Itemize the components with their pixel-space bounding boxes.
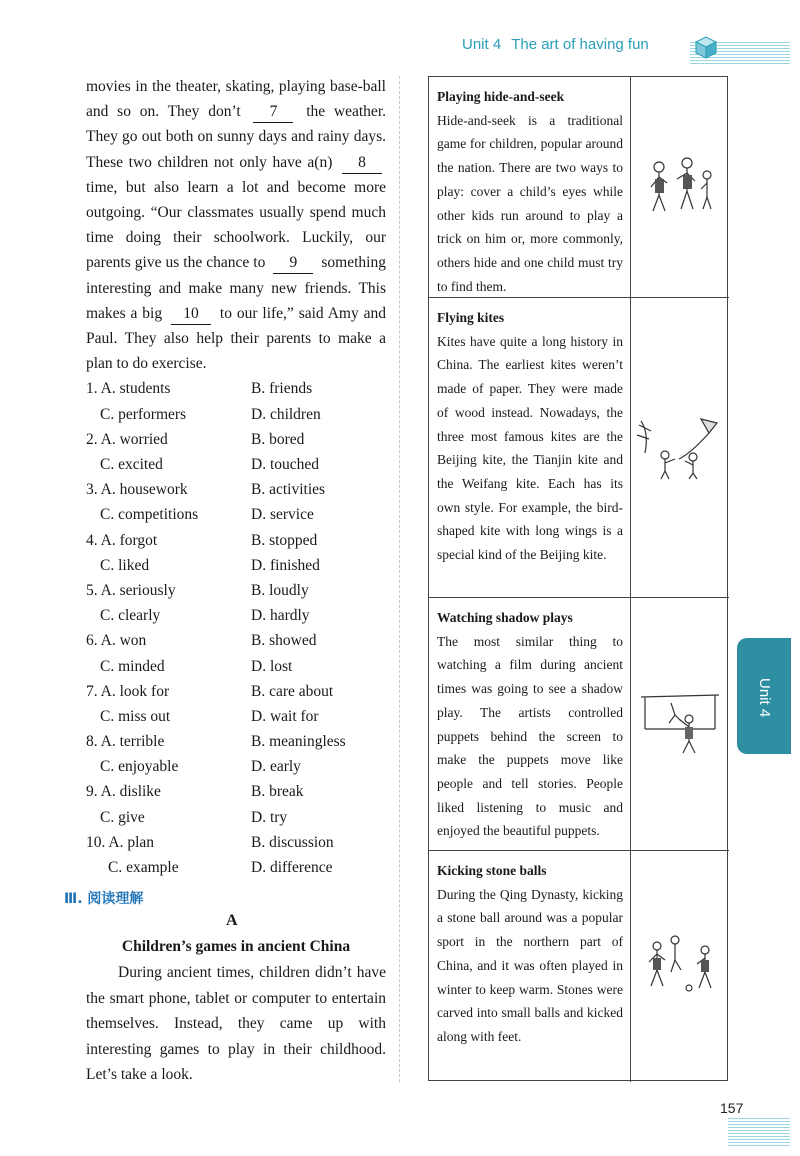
game-text bbox=[437, 85, 623, 298]
blank-9: 9 bbox=[273, 253, 313, 274]
option-c: C. performers bbox=[100, 405, 187, 423]
option-b: B. meaningless bbox=[251, 733, 346, 751]
option-row bbox=[86, 578, 386, 603]
option-row bbox=[86, 553, 386, 578]
option-row bbox=[86, 477, 386, 502]
header-unit: Unit 4 bbox=[462, 36, 502, 53]
question-number: 9. bbox=[86, 783, 98, 801]
option-a: A. students bbox=[100, 380, 171, 398]
option-a: A. plan bbox=[108, 833, 155, 851]
game-illustration bbox=[630, 851, 730, 1082]
option-b: B. showed bbox=[251, 632, 317, 650]
option-d: D. difference bbox=[251, 859, 333, 876]
option-c: C. excited bbox=[100, 456, 163, 473]
option-d: D. touched bbox=[251, 456, 320, 473]
option-row bbox=[86, 628, 386, 653]
option-b: B. bored bbox=[251, 430, 305, 448]
passage-title: Children’s games in ancient China bbox=[121, 938, 351, 955]
footer-decoration-lines bbox=[728, 1118, 790, 1148]
game-cell-stone-balls bbox=[429, 851, 729, 1082]
blank-8: 8 bbox=[342, 153, 382, 174]
question-number: 6. bbox=[86, 632, 98, 650]
option-row bbox=[86, 830, 386, 855]
option-c: C. liked bbox=[100, 556, 150, 574]
option-row bbox=[86, 754, 386, 779]
game-description: Hide-and-seek is a traditional game for children, popular around the nation. There are two ways to play: cover a child’s eyes while other kids run around to play a trick on him or, more commonly, others hide and one child must try to find them. bbox=[437, 112, 623, 294]
question-number: 3. bbox=[86, 481, 98, 499]
option-row bbox=[86, 654, 386, 679]
option-row bbox=[86, 679, 386, 704]
option-row bbox=[86, 855, 386, 880]
option-c: C. clearly bbox=[100, 607, 161, 625]
option-c: C. example bbox=[108, 859, 179, 876]
game-cell-flying-kites bbox=[429, 298, 729, 598]
game-description: During the Qing Dynasty, kicking a stone ball around was a popular sport in the northern part of China, and it was often played in winter to keep warm. Stones were carved into small balls and kicked along with feet. bbox=[437, 886, 623, 1044]
option-row bbox=[86, 502, 386, 527]
question-number: 2. bbox=[86, 430, 98, 448]
header-title: The art of having fun bbox=[511, 36, 649, 53]
option-b: B. care about bbox=[251, 682, 334, 700]
option-d: D. children bbox=[251, 405, 321, 423]
option-d: D. try bbox=[251, 808, 288, 826]
option-a: A. look for bbox=[100, 682, 170, 700]
option-d: D. hardly bbox=[251, 607, 310, 625]
option-row bbox=[86, 805, 386, 830]
option-a: A. dislike bbox=[100, 783, 161, 801]
option-c: C. competitions bbox=[100, 506, 199, 524]
question-number: 5. bbox=[86, 581, 98, 599]
option-c: C. give bbox=[100, 808, 145, 826]
game-illustration bbox=[630, 77, 730, 297]
option-row bbox=[86, 704, 386, 729]
question-number: 4. bbox=[86, 531, 98, 549]
option-row bbox=[86, 427, 386, 452]
shadow-play-illustration-icon bbox=[631, 689, 730, 759]
paragraph-text: movies in the theater, skating, playing base-ball and so on. They don’t bbox=[86, 78, 386, 121]
blank-7: 7 bbox=[253, 102, 293, 123]
option-row bbox=[86, 603, 386, 628]
game-illustration bbox=[630, 598, 730, 850]
question-number: 7. bbox=[86, 682, 98, 700]
game-title: Flying kites bbox=[437, 310, 505, 325]
option-row bbox=[86, 528, 386, 553]
paragraph-text: something interesting and make many new friends. This makes a big bbox=[86, 254, 386, 322]
passage-body: During ancient times, children didn’t have the smart phone, tablet or computer to entertain themselves. Instead, they came up with interesting games to play in their childhood. Let’s take a look. bbox=[86, 964, 386, 1083]
cloze-paragraph bbox=[86, 74, 386, 376]
book-cube-icon bbox=[692, 32, 720, 60]
option-row bbox=[86, 402, 386, 427]
option-row bbox=[86, 779, 386, 804]
game-title: Watching shadow plays bbox=[437, 610, 573, 625]
blank-10: 10 bbox=[171, 304, 211, 325]
option-d: D. early bbox=[251, 758, 301, 776]
option-d: D. lost bbox=[251, 657, 293, 675]
paragraph-text: time, but also learn a lot and become more outgoing. “Our classmates usually spend much time doing their schoolwork. Luckily, our parents give us the chance to bbox=[86, 178, 386, 272]
game-description: The most similar thing to watching a film during ancient times was going to see a shadow play. The artists controlled puppets behind the screen to make the puppets move like people and tell stories. People liked listening to music and enjoyed the beautiful puppets. bbox=[437, 633, 623, 839]
game-cell-hide-and-seek bbox=[429, 77, 729, 298]
question-number: 1. bbox=[86, 380, 98, 398]
game-title: Kicking stone balls bbox=[437, 863, 547, 878]
option-b: B. break bbox=[251, 783, 304, 801]
unit-side-tab-label: Unit 4 bbox=[756, 678, 773, 718]
game-title: Playing hide-and-seek bbox=[437, 89, 565, 104]
paragraph-text: to our life,” said Amy and Paul. They also help their parents to make a plan to do exercise. bbox=[86, 304, 386, 373]
hide-and-seek-illustration-icon bbox=[631, 147, 730, 227]
option-b: B. activities bbox=[251, 481, 326, 499]
paragraph-text: the weather. They go out both on sunny days and rainy days. These two children not only have a(n) bbox=[86, 103, 386, 171]
option-b: B. stopped bbox=[251, 531, 318, 549]
game-illustration bbox=[630, 298, 730, 597]
option-d: D. finished bbox=[251, 556, 320, 574]
game-text bbox=[437, 306, 623, 567]
left-column bbox=[86, 74, 386, 880]
game-description: Kites have quite a long history in China. The earliest kites weren’t made of paper. They were made of wood instead. Nowadays, the three most famous kites are the Beijing kite, the Tianjin kite and the Weifang kite. Each has its own style. For example, the bird-shaped kite with long wings is a special kind of the Beijing kite. bbox=[437, 333, 623, 563]
question-number: 10. bbox=[86, 833, 106, 851]
option-b: B. discussion bbox=[251, 833, 334, 851]
option-c: C. enjoyable bbox=[100, 758, 179, 776]
running-header bbox=[462, 36, 649, 53]
game-cell-shadow-plays bbox=[429, 598, 729, 851]
page-number: 157 bbox=[720, 1100, 744, 1116]
option-a: A. won bbox=[100, 632, 147, 650]
question-number: 8. bbox=[86, 733, 98, 751]
option-c: C. minded bbox=[100, 657, 165, 675]
games-table bbox=[428, 76, 728, 1081]
option-a: A. worried bbox=[100, 430, 168, 448]
option-a: A. housework bbox=[100, 481, 188, 499]
option-d: D. wait for bbox=[251, 707, 319, 725]
option-row bbox=[86, 376, 386, 401]
passage-letter: A bbox=[226, 912, 238, 929]
column-divider bbox=[399, 76, 400, 1082]
option-a: A. seriously bbox=[100, 581, 176, 599]
unit-side-tab bbox=[737, 638, 791, 754]
option-b: B. loudly bbox=[251, 581, 309, 599]
option-c: C. miss out bbox=[100, 707, 171, 725]
option-b: B. friends bbox=[251, 380, 313, 398]
option-a: A. terrible bbox=[100, 733, 165, 751]
option-d: D. service bbox=[251, 506, 314, 524]
game-text bbox=[437, 859, 623, 1049]
stone-ball-illustration-icon bbox=[631, 932, 730, 1002]
option-row bbox=[86, 729, 386, 754]
option-a: A. forgot bbox=[100, 531, 158, 549]
option-row bbox=[86, 452, 386, 477]
options-list bbox=[86, 376, 386, 880]
section-title: Ⅲ. 阅读理解 bbox=[64, 891, 144, 907]
game-text bbox=[437, 606, 623, 843]
kite-illustration-icon bbox=[631, 413, 730, 483]
